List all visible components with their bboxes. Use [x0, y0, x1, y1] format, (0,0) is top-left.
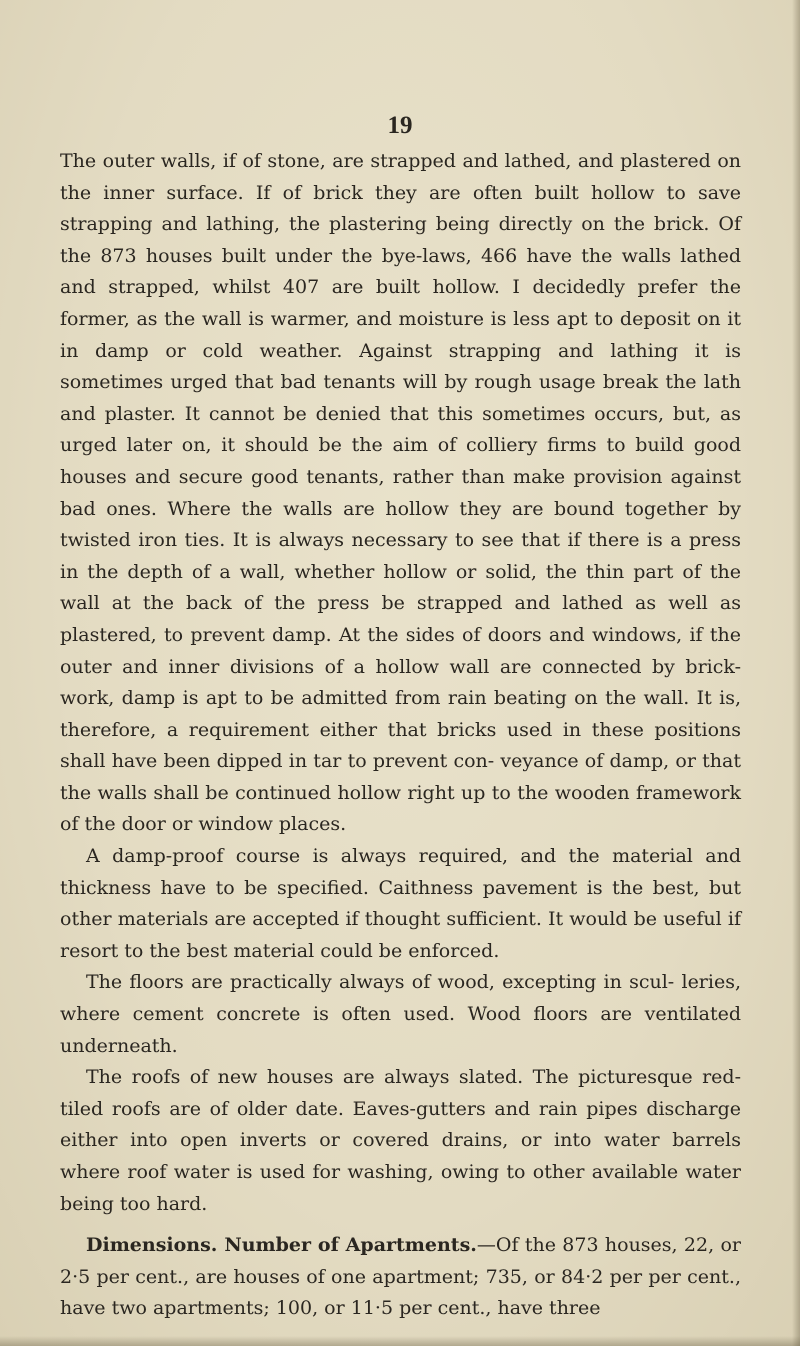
- page-edge-shadow-right: [792, 0, 800, 1346]
- paragraph-floors: The floors are practically always of wood, excepting in scul- leries, where cement concrete is often used. Wood floors are ventilated underneath.: [60, 971, 741, 1057]
- body-text: [60, 146, 741, 1325]
- page-number: 19: [387, 112, 413, 139]
- dimensions-heading: Dimensions. Number of Apartments.: [86, 1234, 477, 1257]
- page-edge-shadow-bottom: [0, 1336, 800, 1346]
- paragraph-outer-walls: The outer walls, if of stone, are strapped and lathed, and plastered on the inner surface. If of brick they are often built hollow to save strapping and lathing, the plastering being directly on the brick. Of the 873 houses built under the bye-laws, 466 have the walls lathed and strapped, whilst 407 are built hollow. I decidedly prefer the former, as the wall is warmer, and moisture is less apt to deposit on it in damp or cold weather. Against strapping and lathing it is sometimes urged that bad tenants will by rough usage break the lath and plaster. It cannot be denied that this sometimes occurs, but, as urged later on, it should be the aim of colliery firms to build good houses and secure good tenants, rather than make provision against bad ones. Where the walls are hollow they are bound together by twisted iron ties. It is always necessary to see that if there is a press in the depth of a wall, whether hollow or solid, the thin part of the wall at the back of the press be strapped and lathed as well as plastered, to prevent damp. At the sides of doors and windows, if the outer and inner divisions of a hollow wall are connected by brick-work, damp is apt to be admitted from rain beating on the wall. It is, therefore, a requirement either that bricks used in these positions shall have been dipped in tar to prevent con- veyance of damp, or that the walls shall be continued hollow right up to the wooden framework of the door or window places.: [60, 150, 741, 836]
- dimensions-body: —Of the 873 houses, 22, or 2·5 per cent., are houses of one apartment; 735, or 84·2 per per cent., have two apartments; 100, or 11·5 per cent., have three: [60, 1234, 741, 1320]
- paragraph-damp-proof-course: A damp-proof course is always required, and the material and thickness have to be specified. Caithness pavement is the best, but other materials are accepted if thought sufficient. It would be useful if resort to the best material could be enforced.: [60, 845, 741, 962]
- paragraph-dimensions: [60, 1230, 741, 1325]
- paragraph-roofs: The roofs of new houses are always slated. The picturesque red-tiled roofs are of older date. Eaves-gutters and rain pipes discharge either into open inverts or covered drains, or into water barrels where roof water is used for washing, owing to other available water being too hard.: [60, 1066, 741, 1215]
